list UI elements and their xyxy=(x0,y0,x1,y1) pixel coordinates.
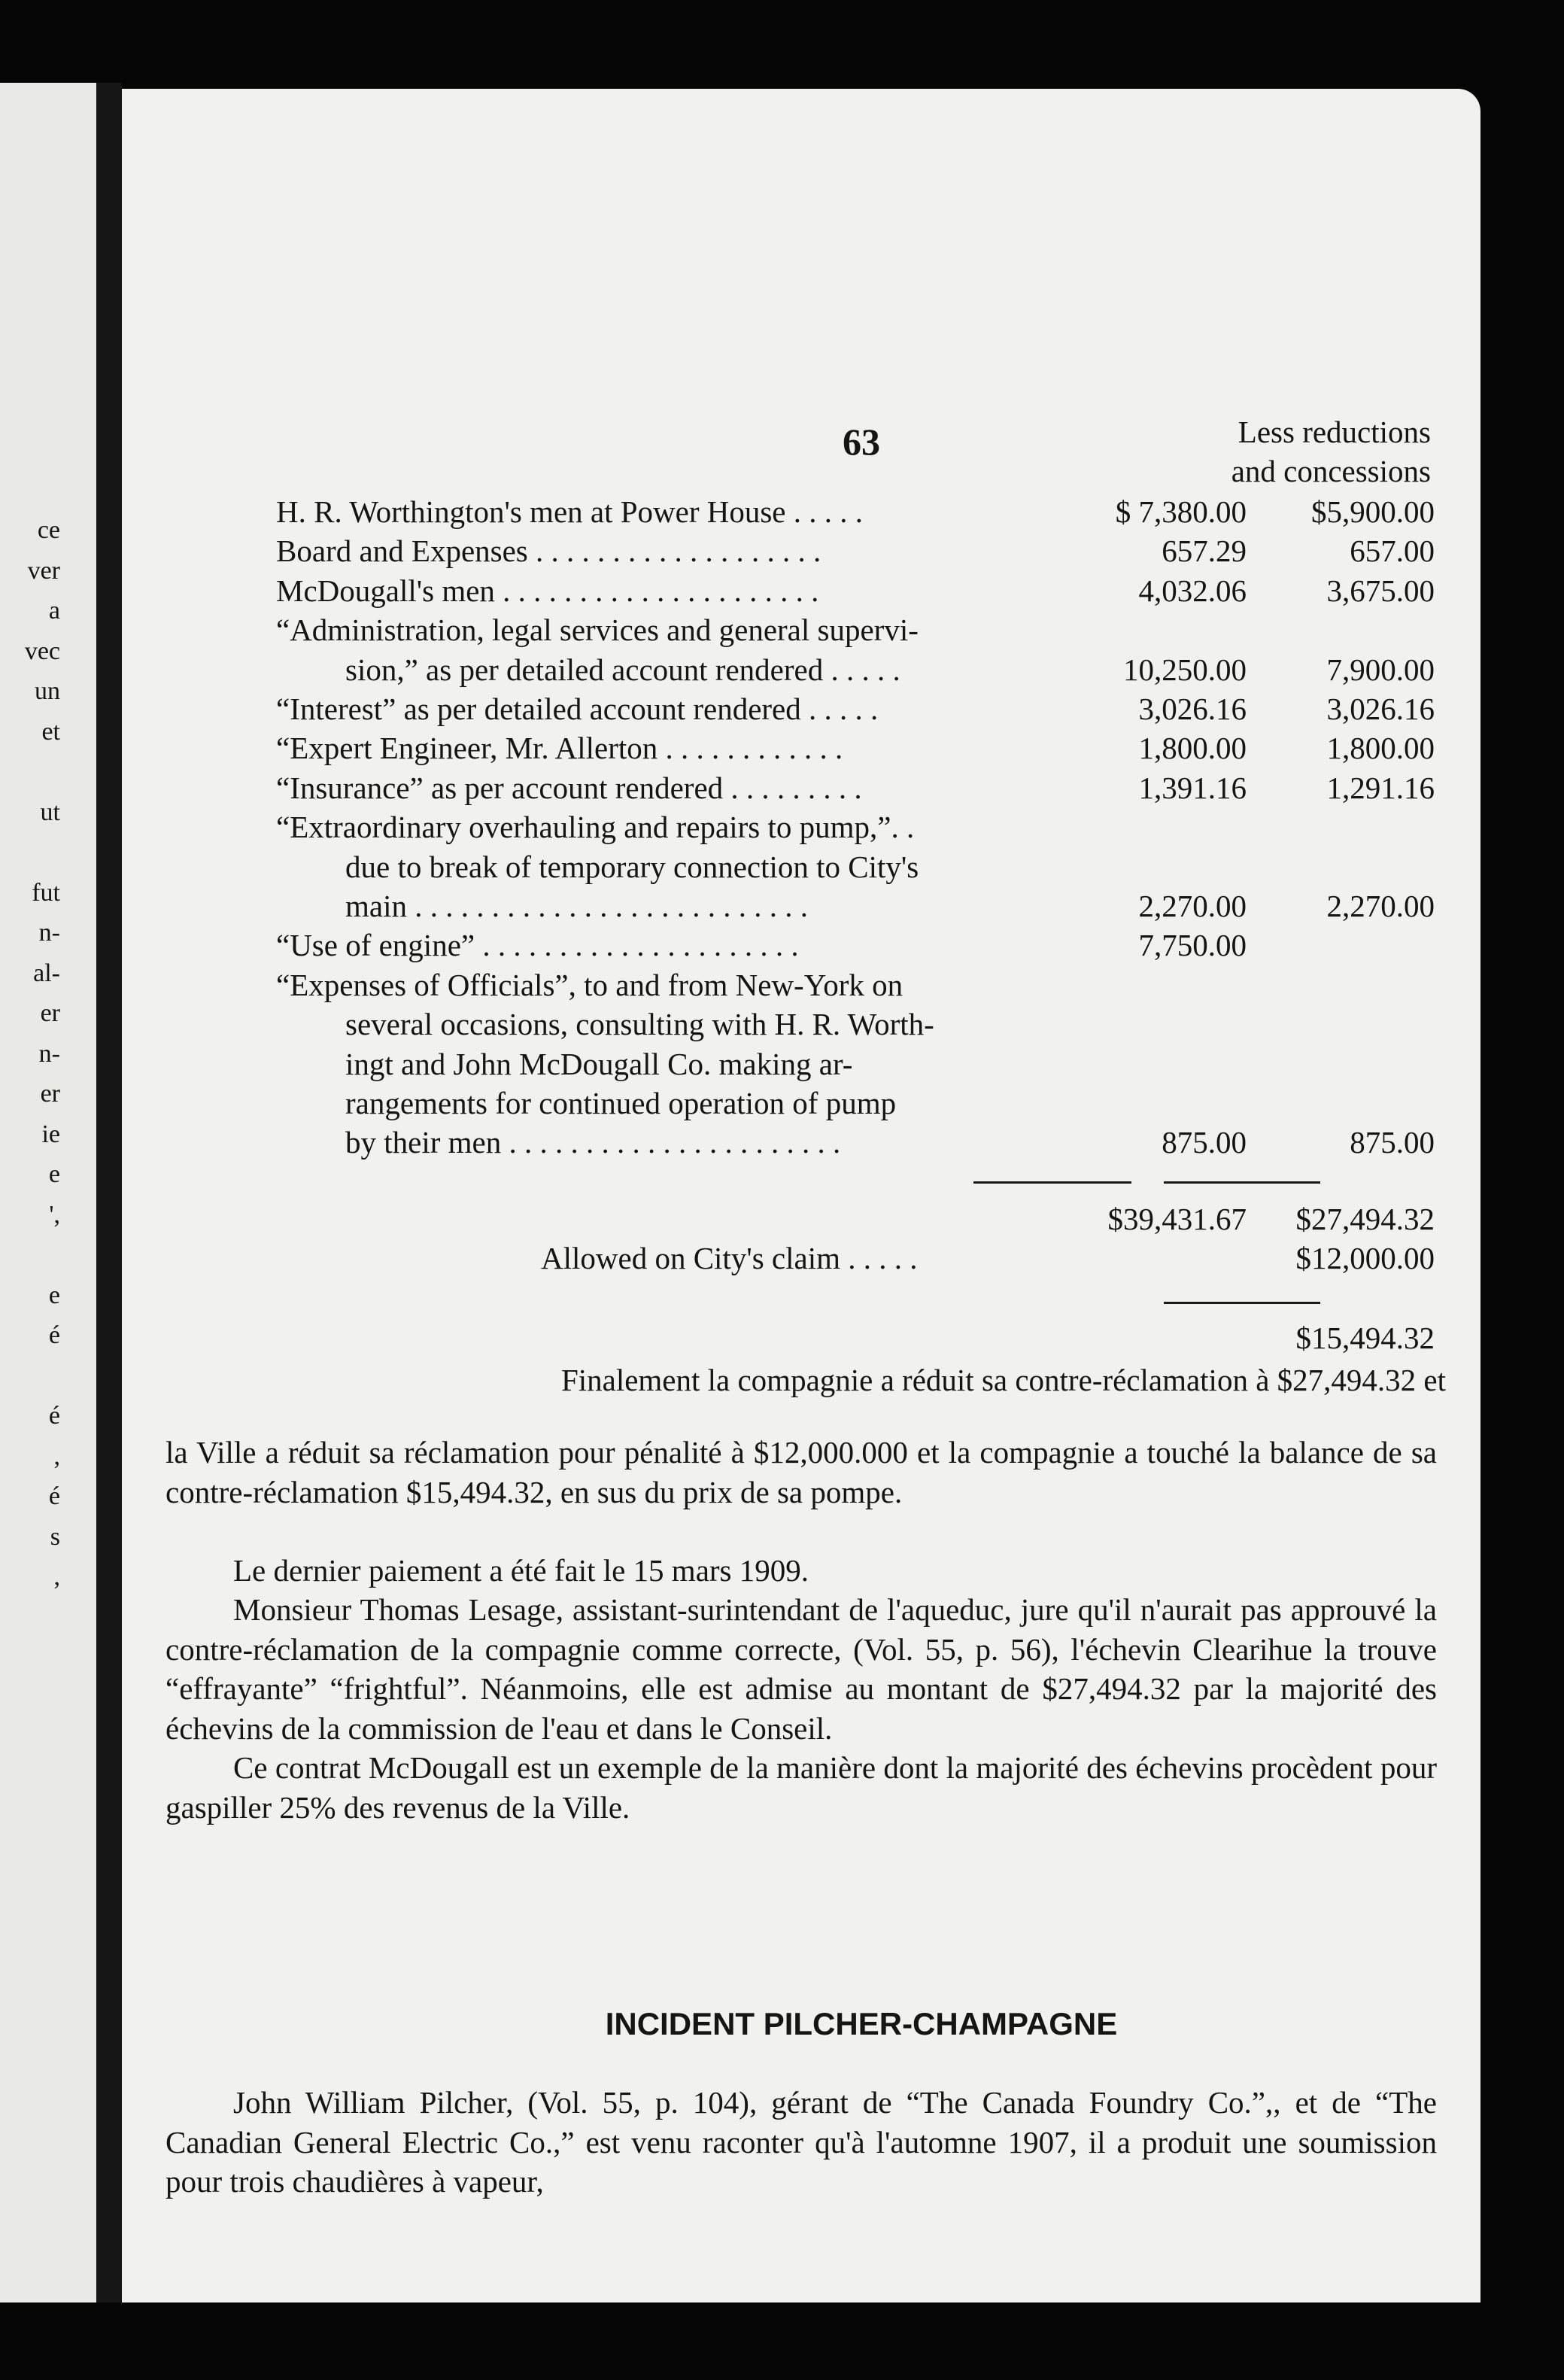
left-page-fragment: e xyxy=(48,1281,60,1309)
row-amount: 1,800.00 xyxy=(1138,731,1247,766)
table-row xyxy=(276,886,1435,926)
table-row xyxy=(276,768,1435,807)
row-reduced-amount: 7,900.00 xyxy=(1326,652,1435,687)
row-description: ingt and John McDougall Co. making ar- xyxy=(345,1046,853,1081)
row-amount: 657.29 xyxy=(1162,533,1247,569)
table-row xyxy=(276,492,1435,531)
scanned-page xyxy=(122,89,1480,2302)
paragraph-1-continued: la Ville a réduit sa réclamation pour pénalité à $12,000.000 et la compagnie a touché la balance de sa contre-réclamation $15,494.32, en sus du prix de sa pompe. xyxy=(166,1435,1437,1509)
row-amount: 4,032.06 xyxy=(1138,573,1247,608)
left-page-fragment xyxy=(0,1637,60,1678)
allowed-row xyxy=(276,1239,1435,1278)
left-page-fragment: a xyxy=(48,597,60,625)
paragraph-2: Le dernier paiement a été fait le 15 mars 1909. xyxy=(233,1553,809,1588)
table-row xyxy=(276,1005,1435,1044)
row-description: “Interest” as per detailed account rendered . . . . . xyxy=(276,692,879,726)
table-row xyxy=(276,531,1435,570)
row-description: by their men . . . . . . . . . . . . . . . . . . . . . . xyxy=(345,1125,841,1160)
totals-row xyxy=(276,1199,1435,1239)
table-row xyxy=(276,571,1435,610)
left-page-fragment xyxy=(0,1235,60,1275)
left-page-fragment: é xyxy=(48,1321,60,1349)
row-description: “Administration, legal services and general supervi- xyxy=(276,612,919,648)
left-page-fragment: , xyxy=(53,1442,60,1470)
left-page-fragment xyxy=(0,1597,60,1638)
allowed-amount: $12,000.00 xyxy=(1295,1241,1435,1275)
total-amount: $39,431.67 xyxy=(1107,1202,1247,1236)
row-description: H. R. Worthington's men at Power House . . . . . xyxy=(276,494,864,529)
left-page-fragment: ver xyxy=(27,556,60,585)
paragraph-4: Ce contrat McDougall est un exemple de la manière dont la majorité des échevins procèdent pour gaspiller 25% des revenus de la Ville. xyxy=(166,1750,1437,1825)
row-amount: $ 7,380.00 xyxy=(1115,494,1247,529)
allowed-label: Allowed on City's claim . . . . . xyxy=(541,1241,918,1275)
row-description: “Insurance” as per account rendered . . . . . . . . . xyxy=(276,770,862,805)
table-row xyxy=(276,650,1435,689)
left-page-fragment: vec xyxy=(24,637,60,665)
column-header-line1: Less reductions xyxy=(1238,415,1431,449)
row-description: sion,” as per detailed account rendered . . . . . xyxy=(345,652,900,687)
left-page-fragment: er xyxy=(40,999,60,1027)
row-reduced-amount: 657.00 xyxy=(1350,533,1435,569)
left-page-fragment: n- xyxy=(38,919,60,947)
row-amount: 1,391.16 xyxy=(1138,770,1247,805)
table-row xyxy=(276,926,1435,965)
row-reduced-amount: 875.00 xyxy=(1350,1125,1435,1160)
balance-amount: $15,494.32 xyxy=(1295,1321,1435,1355)
book-binding-shadow xyxy=(96,83,122,2302)
section-heading: INCIDENT PILCHER-CHAMPAGNE xyxy=(605,2006,1118,2041)
table-row xyxy=(276,1084,1435,1123)
table-row xyxy=(276,807,1435,847)
row-amount: 10,250.00 xyxy=(1123,652,1247,687)
paragraph-1-first-line: Finalement la compagnie a réduit sa contre-réclamation à $27,494.32 et xyxy=(560,1363,1446,1397)
left-page-fragment: é xyxy=(48,1482,60,1510)
table-row xyxy=(276,728,1435,767)
left-page-fragment xyxy=(0,752,60,792)
row-reduced-amount: $5,900.00 xyxy=(1311,494,1435,529)
subtotal-rule-2 xyxy=(1164,1181,1320,1184)
row-amount: 7,750.00 xyxy=(1138,928,1247,963)
left-page-fragment: ', xyxy=(49,1200,60,1229)
left-page-fragment: un xyxy=(35,677,60,705)
subtotal-rule-1 xyxy=(973,1181,1131,1184)
table-row xyxy=(276,1123,1435,1162)
table-row xyxy=(276,965,1435,1005)
left-page-fragment: fut xyxy=(32,878,60,907)
left-page-edge xyxy=(0,83,96,2302)
left-page-text-fragments xyxy=(0,510,60,1678)
table-row xyxy=(276,689,1435,728)
row-amount: 3,026.16 xyxy=(1138,692,1247,726)
left-page-fragment xyxy=(0,1356,60,1397)
table-row xyxy=(276,610,1435,649)
left-page-fragment: al- xyxy=(33,959,60,987)
row-description: Board and Expenses . . . . . . . . . . . . . . . . . . . xyxy=(276,533,821,569)
row-description: due to break of temporary connection to City's xyxy=(345,849,919,884)
row-amount: 2,270.00 xyxy=(1138,889,1247,923)
balance-rule xyxy=(1164,1302,1320,1304)
paragraph-3: Monsieur Thomas Lesage, assistant-surintendant de l'aqueduc, jure qu'il n'aurait pas approuvé la contre-réclamation de la compagnie comme correcte, (Vol. 55, p. 56), l'échevin Clearihue la trouve “effrayante” “frightful”. Néanmoins, elle est admise au montant de $27,494.32 par la majorité des échevins de la commission de l'eau et dans le Conseil. xyxy=(166,1592,1437,1746)
table-row xyxy=(276,1044,1435,1084)
row-description: rangements for continued operation of pump xyxy=(345,1086,897,1120)
left-page-fragment xyxy=(0,832,60,873)
column-header-line2: and concessions xyxy=(1231,454,1431,488)
row-description: several occasions, consulting with H. R. Worth- xyxy=(345,1007,934,1042)
row-description: “Use of engine” . . . . . . . . . . . . . . . . . . . . . xyxy=(276,928,799,963)
left-page-fragment: e xyxy=(48,1160,60,1188)
row-reduced-amount: 1,291.16 xyxy=(1326,770,1435,805)
page-number: 63 xyxy=(843,421,880,463)
left-page-fragment: é xyxy=(48,1402,60,1430)
left-page-fragment: et xyxy=(41,717,60,746)
row-description: “Expert Engineer, Mr. Allerton . . . . . . . . . . . . xyxy=(276,731,843,766)
balance-row xyxy=(276,1318,1435,1357)
row-description: “Expenses of Officials”, to and from New-York on xyxy=(276,967,903,1002)
left-page-fragment: s xyxy=(50,1522,60,1551)
left-page-fragment: , xyxy=(53,1563,60,1591)
row-description: main . . . . . . . . . . . . . . . . . . . . . . . . . . xyxy=(345,889,808,923)
row-reduced-amount: 2,270.00 xyxy=(1326,889,1435,923)
left-page-fragment: ce xyxy=(37,516,60,544)
left-page-fragment: ie xyxy=(41,1120,60,1148)
table-row xyxy=(276,847,1435,886)
left-page-fragment: n- xyxy=(38,1039,60,1068)
row-amount: 875.00 xyxy=(1162,1125,1247,1160)
paragraph-5: John William Pilcher, (Vol. 55, p. 104), gérant de “The Canada Foundry Co.”,, et de “The Canadian General Electric Co.,” est venu raconter qu'à l'automne 1907, il a produit une soumission pour trois chaudières à vapeur, xyxy=(166,2085,1437,2199)
row-reduced-amount: 3,675.00 xyxy=(1326,573,1435,608)
left-page-fragment: er xyxy=(40,1080,60,1108)
row-description: McDougall's men . . . . . . . . . . . . . . . . . . . . . xyxy=(276,573,819,608)
left-page-fragment: ut xyxy=(40,798,60,826)
total-reduced: $27,494.32 xyxy=(1295,1202,1435,1236)
row-reduced-amount: 3,026.16 xyxy=(1326,692,1435,726)
row-reduced-amount: 1,800.00 xyxy=(1326,731,1435,766)
row-description: “Extraordinary overhauling and repairs to pump,”. . xyxy=(276,810,915,845)
